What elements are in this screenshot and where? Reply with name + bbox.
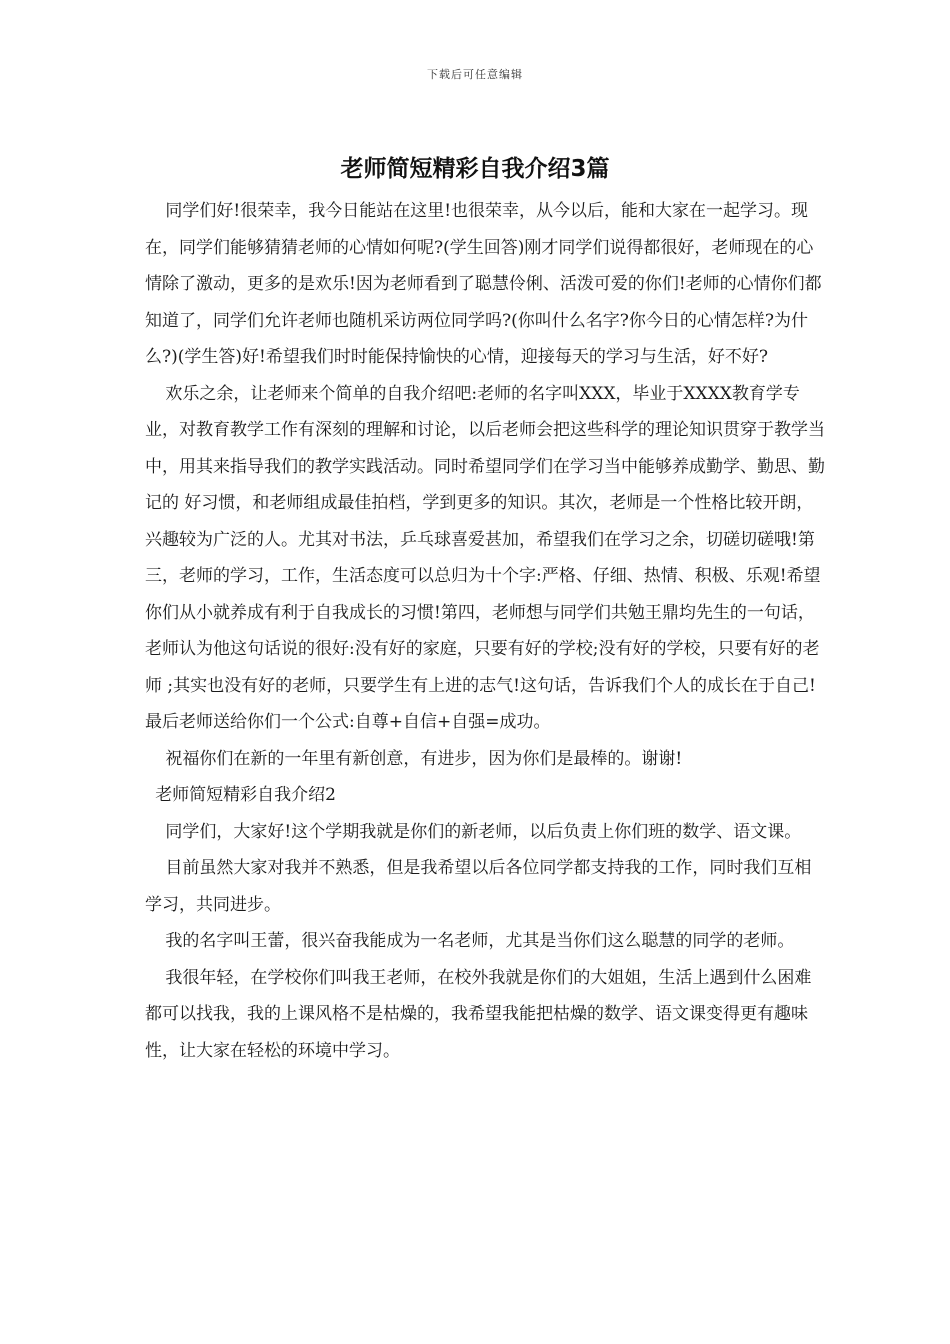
paragraph-new-teacher: 同学们，大家好!这个学期我就是你们的新老师，以后负责上你们班的数学、语文课。 xyxy=(165,821,802,842)
paragraph-support: 目前虽然大家对我并不熟悉，但是我希望以后各位同学都支持我的工作，同时我们互相学习，共同进步。 xyxy=(145,858,812,915)
header-note: 下载后可任意编辑 xyxy=(427,68,523,81)
paragraph-greeting: 同学们好!很荣幸，我今日能站在这里!也很荣幸，从今以后，能和大家在一起学习。现在，同学们能够猜猜老师的心情如何呢?(学生回答)刚才同学们说得都很好，老师现在的心情除了激动，更多的是欢乐!因为老师看到了聪慧伶俐、活泼可爱的你们!老师的心情你们都知道了，同学们允许老师也随机采访两位同学吗?(你叫什么名字?你今日的心情怎样?为什么?)(学生答)好!希望我们时时能保持愉快的心情，迎接每天的学习与生活，好不好? xyxy=(145,201,822,367)
paragraph-name: 我的名字叫王蕾，很兴奋我能成为一名老师，尤其是当你们这么聪慧的同学的老师。 xyxy=(165,931,795,951)
document-title: 老师简短精彩自我介绍3篇 xyxy=(340,156,610,182)
section-heading-2: 老师简短精彩自我介绍2 xyxy=(155,785,337,805)
paragraph-young-teacher: 我很年轻，在学校你们叫我王老师，在校外我就是你们的大姐姐，生活上遇到什么困难都可以找我，我的上课风格不是枯燥的，我希望我能把枯燥的数学、语文课变得更有趣味性，让大家在轻松的环境中学习。 xyxy=(145,967,812,1061)
paragraph-blessing: 祝福你们在新的一年里有新创意，有进步，因为你们是最棒的。谢谢! xyxy=(165,748,683,769)
paragraph-self-intro: 欢乐之余，让老师来个简单的自我介绍吧:老师的名字叫XXX，毕业于XXXX教育学专业，对教育教学工作有深刻的理解和讨论，以后老师会把这些科学的理论知识贯穿于教学当中，用其来指导我们的教学实践活动。同时希望同学们在学习当中能够养成勤学、勤思、勤记的 好习惯，和老师组成最佳拍档，学到更多的知识。其次，老师是一个性格比较开朗，兴趣较为广泛的人。尤其对书法，乒乓球喜爱甚加，希望我们在学习之余，切磋切磋哦!第三，老师的学习，工作，生活态度可以总归为十个字:严格、仔细、热情、积极、乐观!希望你们从小就养成有利于自我成长的习惯!第四，老师想与同学们共勉王鼎均先生的一句话，老师认为他这句话说的很好:没有好的家庭，只要有好的学校;没有好的学校，只要有好的老师 ;其实也没有好的老师，只要学生有上进的志气!这句话，告诉我们个人的成长在于自己!最后老师送给你们一个公式:自尊+自信+自强=成功。 xyxy=(145,383,825,732)
document-body xyxy=(145,193,825,1069)
